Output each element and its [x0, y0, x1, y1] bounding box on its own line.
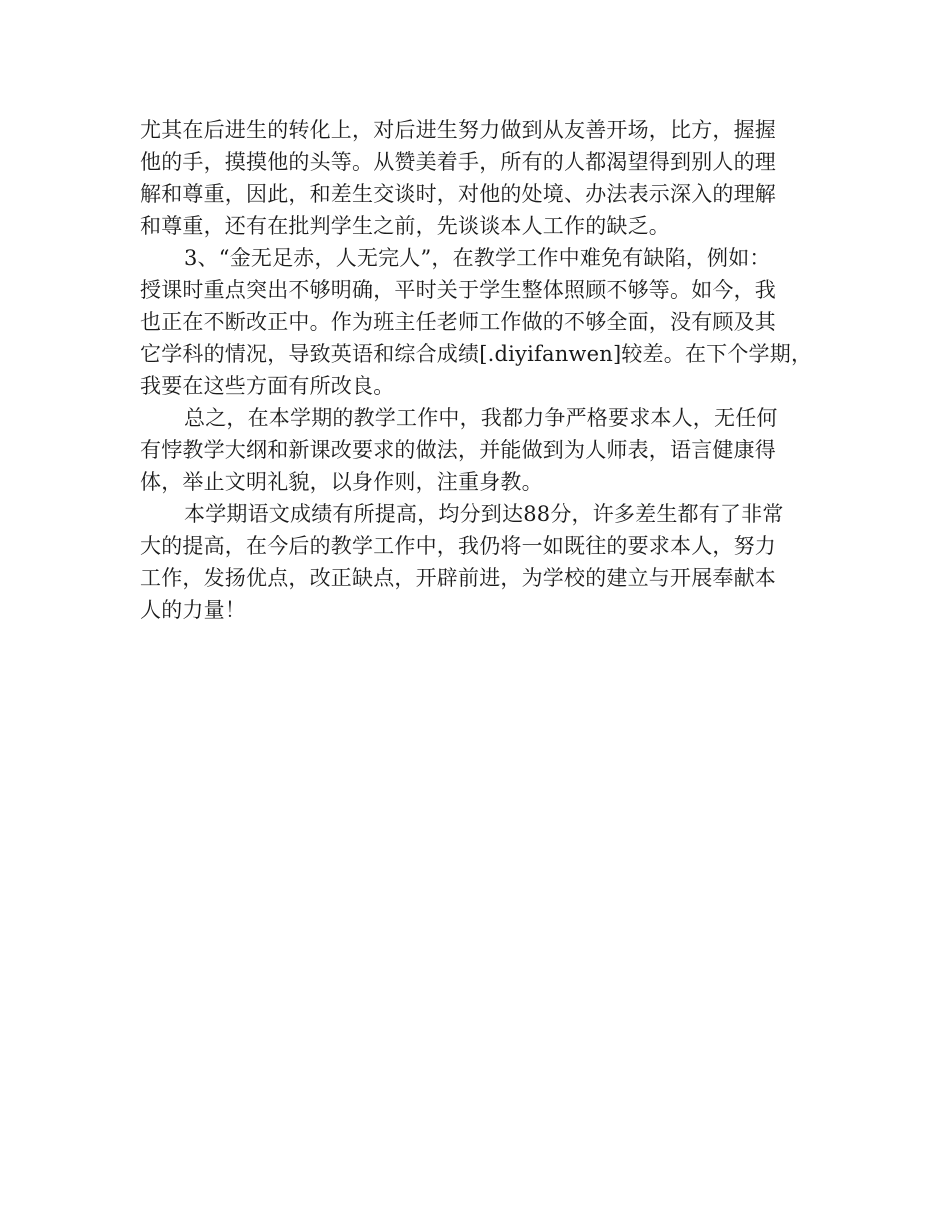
- text-line: 工作，发扬优点，改正缺点，开辟前进，为学校的建立与开展奉献本: [140, 566, 776, 590]
- text-line: 也正在不断改正中。作为班主任老师工作做的不够全面，没有顾及其: [140, 310, 776, 334]
- paragraph-2: [140, 242, 830, 402]
- text-line: 3、“金无足赤，人无完人”，在教学工作中难免有缺陷，例如：: [184, 246, 771, 270]
- paragraph-4: [140, 498, 830, 626]
- text-line: 它学科的情况，导致英语和综合成绩[.diyifanwen]较差。在下个学期，: [140, 342, 813, 366]
- paragraph-3: [140, 402, 830, 498]
- text-line: 我要在这些方面有所改良。: [140, 374, 395, 398]
- text-line: 本学期语文成绩有所提高，均分到达88分，许多差生都有了非常: [184, 502, 784, 526]
- text-line: 体，举止文明礼貌，以身作则，注重身教。: [140, 470, 543, 494]
- text-line: 授课时重点突出不够明确，平时关于学生整体照顾不够等。如今，我: [140, 278, 776, 302]
- text-line: 尤其在后进生的转化上，对后进生努力做到从友善开场，比方，握握: [140, 118, 776, 142]
- text-line: 总之，在本学期的教学工作中，我都力争严格要求本人，无任何: [184, 406, 778, 430]
- text-line: 有悖教学大纲和新课改要求的做法，并能做到为人师表，语言健康得: [140, 438, 776, 462]
- text-line: 和尊重，还有在批判学生之前，先谈谈本人工作的缺乏。: [140, 214, 670, 238]
- paragraph-1: [140, 114, 830, 242]
- text-line: 大的提高，在今后的教学工作中，我仍将一如既往的要求本人，努力: [140, 534, 776, 558]
- text-line: 解和尊重，因此，和差生交谈时，对他的处境、办法表示深入的理解: [140, 182, 776, 206]
- text-line: 人的力量！: [140, 598, 246, 622]
- text-line: 他的手，摸摸他的头等。从赞美着手，所有的人都渴望得到别人的理: [140, 150, 776, 174]
- document-page: [140, 114, 830, 626]
